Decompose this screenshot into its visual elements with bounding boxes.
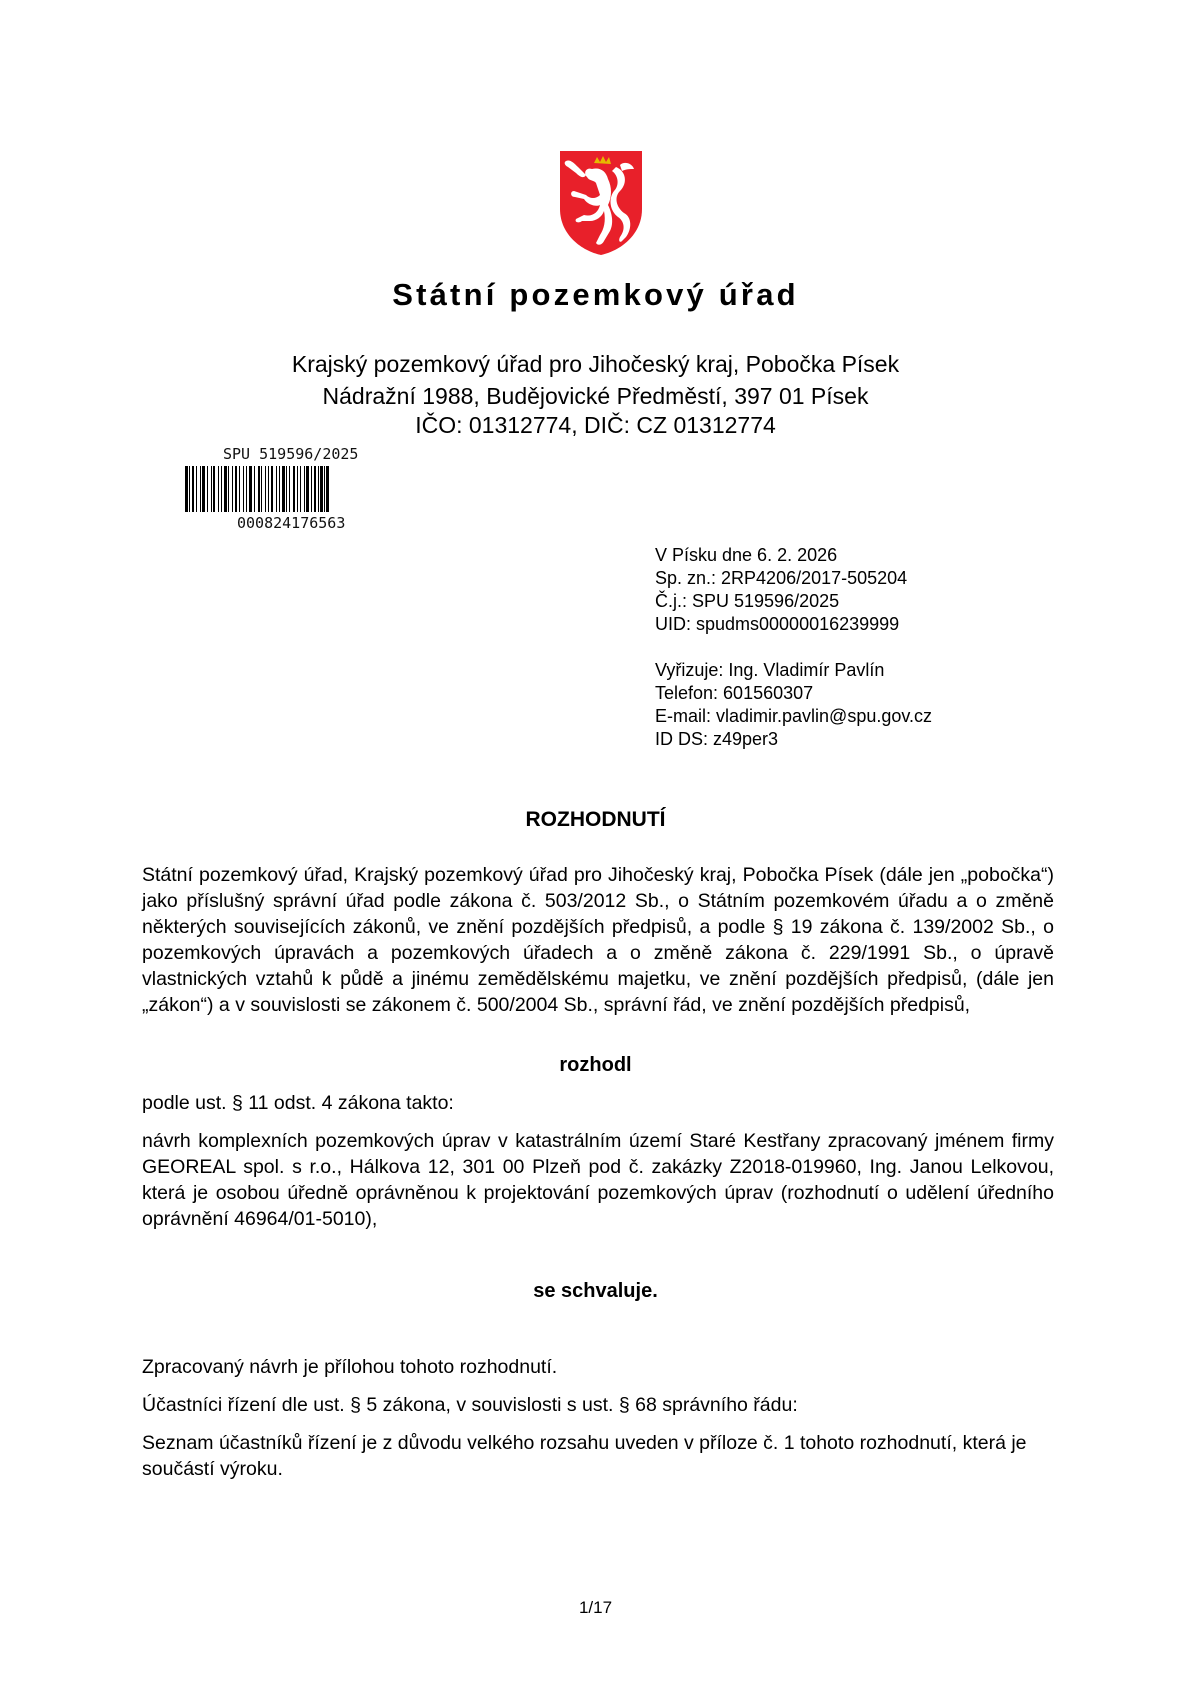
barcode <box>185 445 415 532</box>
czech-coat-of-arms-icon <box>556 147 646 257</box>
decided-label: rozhodl <box>559 1054 632 1076</box>
phone-line: Telefon: 601560307 <box>655 683 814 703</box>
reference-block <box>655 544 932 751</box>
handler-line: Vyřizuje: Ing. Vladimír Pavlín <box>655 660 885 680</box>
data-box-id: ID DS: z49per3 <box>655 729 779 749</box>
barcode-bars <box>185 466 415 512</box>
org-address: Nádražní 1988, Budějovické Předměstí, 397 01 Písek <box>322 383 869 409</box>
approved-label: se schvaluje. <box>533 1280 658 1302</box>
file-number: Sp. zn.: 2RP4206/2017-505204 <box>655 568 908 588</box>
intro-paragraph: Státní pozemkový úřad, Krajský pozemkový úřad pro Jihočeský kraj, Pobočka Písek (dále jen „pobočka“) jako příslušný správní úřad podle zákona č. 503/2012 Sb., o Státním pozemkovém úřadu a o změně některých souvisejících zákonů, ve znění pozdějších předpisů, a podle § 19 zákona č. 139/2002 Sb., o pozemkových úpravách a pozemkových úřadech a o změně zákona č. 229/1991 Sb., o úpravě vlastnických vztahů k půdě a jinému zemědělskému majetku, ve znění pozdějších předpisů, (dále jen „zákon“) a v souvislosti se zákonem č. 500/2004 Sb., správní řád, ve znění pozdějších předpisů, <box>142 864 1054 1016</box>
page-number: 1/17 <box>578 1598 613 1617</box>
participants-heading: Účastníci řízení dle ust. § 5 zákona, v souvislosti s ust. § 68 správního řádu: <box>142 1394 798 1416</box>
reference-number: Č.j.: SPU 519596/2025 <box>655 591 840 611</box>
date-line: V Písku dne 6. 2. 2026 <box>655 545 838 565</box>
participants-list-note: Seznam účastníků řízení je z důvodu velkého rozsahu uveden v příloze č. 1 tohoto rozhodnutí, která je součástí výroku. <box>142 1432 1027 1480</box>
attachment-note: Zpracovaný návrh je přílohou tohoto rozhodnutí. <box>142 1356 558 1378</box>
legal-basis: podle ust. § 11 odst. 4 zákona takto: <box>142 1092 454 1114</box>
proposal-paragraph: návrh komplexních pozemkových úprav v katastrálním území Staré Kestřany zpracovaný jménem firmy GEOREAL spol. s r.o., Hálkova 12, 301 00 Plzeň pod č. zakázky Z2018-019960, Ing. Janou Lelkovou, která je osobou úředně oprávněnou k projektování pozemkových úprav (rozhodnutí o udělení úředního oprávnění 46964/01-5010), <box>142 1130 1054 1230</box>
decision-heading: ROZHODNUTÍ <box>525 808 666 831</box>
org-title: Státní pozemkový úřad <box>392 277 799 312</box>
barcode-bottom-label: 000824176563 <box>237 514 346 532</box>
uid-line: UID: spudms00000016239999 <box>655 614 900 634</box>
barcode-top-label: SPU 519596/2025 <box>223 445 359 463</box>
email-line: E-mail: vladimir.pavlin@spu.gov.cz <box>655 706 933 726</box>
org-ids: IČO: 01312774, DIČ: CZ 01312774 <box>415 412 776 438</box>
org-branch: Krajský pozemkový úřad pro Jihočeský kraj, Pobočka Písek <box>291 351 900 377</box>
